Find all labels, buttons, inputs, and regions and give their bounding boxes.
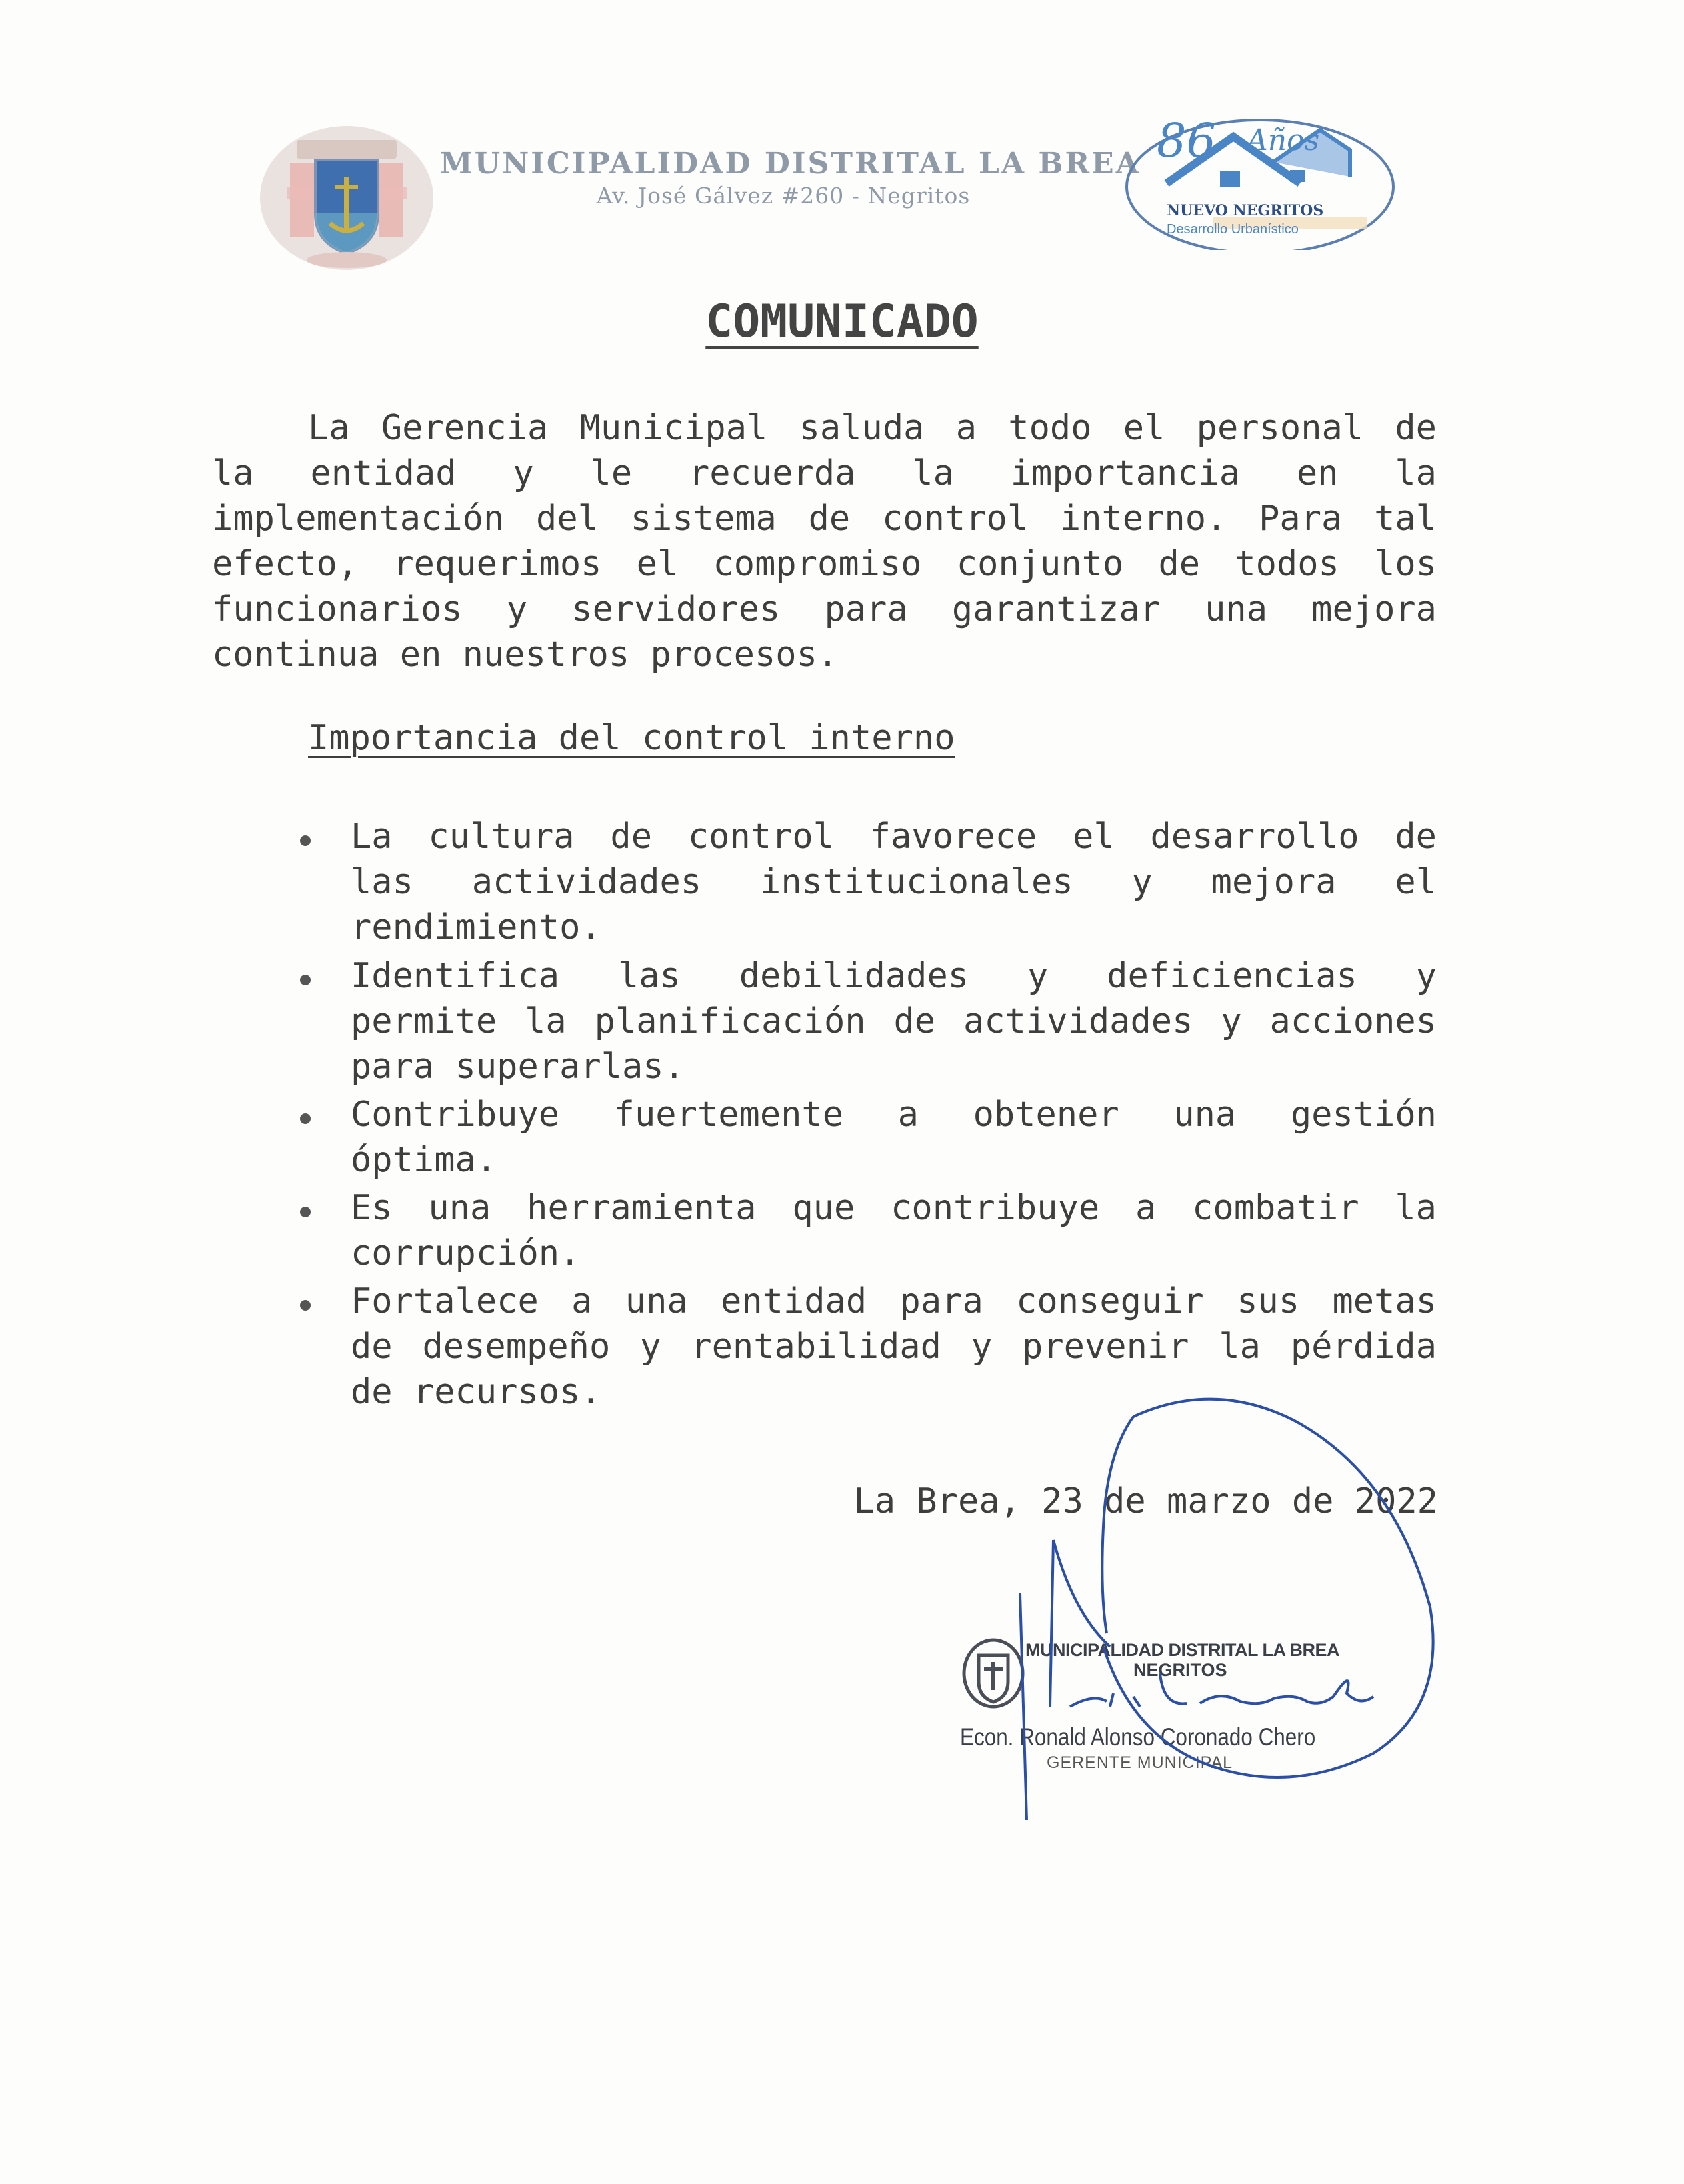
anniversary-line-2: Desarrollo Urbanístico: [1167, 222, 1299, 237]
intro-line-4: efecto, requerimos el compromiso conjunto de todos los: [212, 544, 1437, 584]
bullet-3-line-1: Contribuye fuertemente a obtener una gestión: [351, 1095, 1437, 1135]
intro-line-2: la entidad y le recuerda la importancia en la: [212, 453, 1437, 493]
bullet-5-line-3: de recursos.: [351, 1372, 601, 1412]
municipal-crest-logo: [257, 123, 437, 273]
bullet-5-line-2: de desempeño y rentabilidad y prevenir la pérdida: [351, 1327, 1437, 1367]
anniversary-line-1: NUEVO NEGRITOS: [1167, 202, 1324, 219]
bullet-4-line-2: corrupción.: [351, 1233, 581, 1273]
date-line: La Brea, 23 de marzo de 2022: [853, 1481, 1438, 1521]
intro-line-5: funcionarios y servidores para garantizar una mejora: [212, 589, 1437, 629]
signer-role: GERENTE MUNICIPAL: [1047, 1753, 1233, 1772]
bullet-dot-4: [300, 1207, 311, 1217]
bullet-dot-5: [300, 1300, 311, 1311]
bullet-1-line-2: las actividades institucionales y mejora el: [351, 862, 1437, 902]
stamp-organization: MUNICIPALIDAD DISTRITAL LA BREA: [1025, 1640, 1339, 1660]
handwritten-signature: [933, 1393, 1453, 1833]
anniversary-number: 86: [1157, 113, 1217, 168]
document-title-text: COMUNICADO: [705, 295, 979, 348]
bullet-dot-1: [300, 835, 311, 846]
bullet-4-line-1: Es una herramienta que contribuye a combatir la: [351, 1188, 1437, 1228]
bullet-2-line-3: para superarlas.: [351, 1047, 685, 1087]
bullet-2-line-2: permite la planificación de actividades y acciones: [351, 1001, 1437, 1041]
document-title: [0, 295, 1684, 348]
bullet-dot-3: [300, 1113, 311, 1124]
anniversary-word: Años: [1247, 123, 1320, 157]
bullet-1-line-3: rendimiento.: [351, 907, 601, 947]
bullet-2-line-1: Identifica las debilidades y deficiencias y: [351, 956, 1437, 996]
signer-name: Econ. Ronald Alonso Coronado Chero: [960, 1723, 1316, 1751]
section-subheading: Importancia del control interno: [308, 718, 955, 758]
bullet-5-line-1: Fortalece a una entidad para conseguir sus metas: [351, 1281, 1437, 1321]
intro-line-1: La Gerencia Municipal saluda a todo el personal de: [308, 408, 1437, 448]
municipality-name: MUNICIPALIDAD DISTRITAL LA BREA: [440, 147, 1141, 181]
bullet-3-line-2: óptima.: [351, 1140, 497, 1180]
anniversary-logo: [1120, 110, 1400, 250]
bullet-1-line-1: La cultura de control favorece el desarrollo de: [351, 817, 1437, 857]
municipality-address: Av. José Gálvez #260 - Negritos: [596, 183, 971, 209]
stamp-town: NEGRITOS: [1133, 1660, 1227, 1680]
intro-line-6: continua en nuestros procesos.: [212, 635, 839, 675]
intro-line-3: implementación del sistema de control interno. Para tal: [212, 499, 1437, 539]
bullet-dot-2: [300, 975, 311, 985]
